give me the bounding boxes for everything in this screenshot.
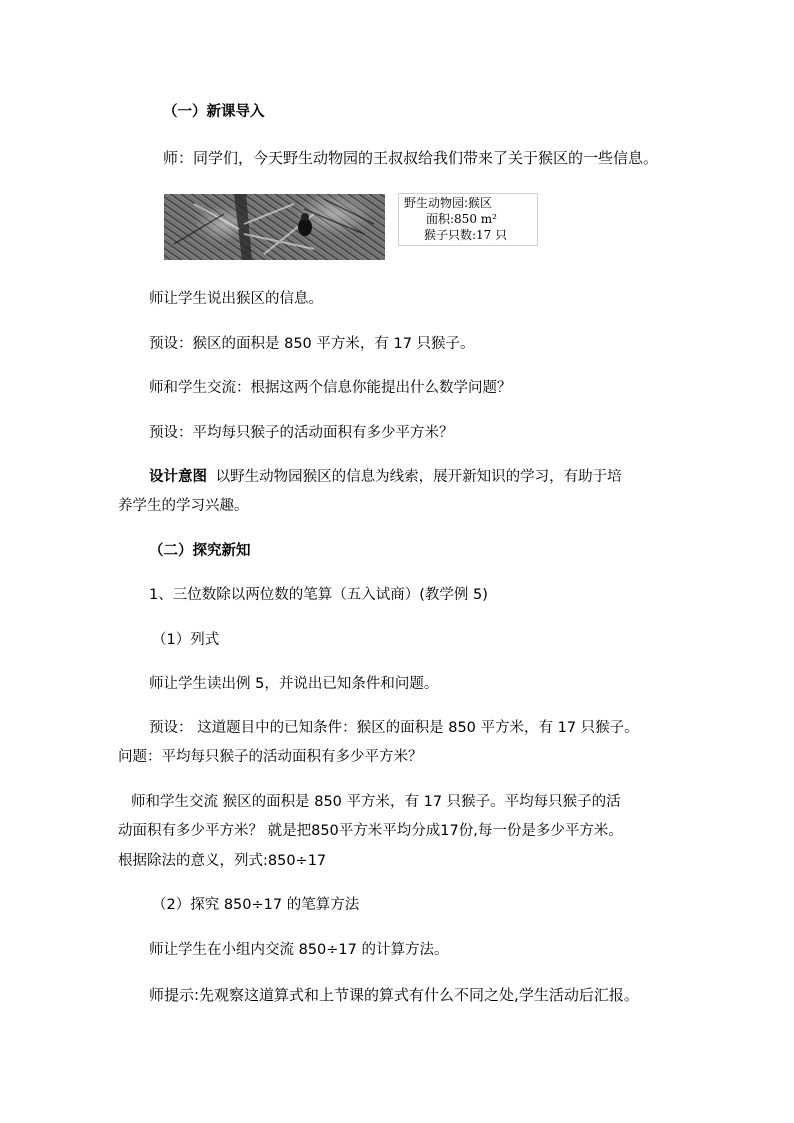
paragraph-6-line-2: 问题：平均每只猴子的活动面积有多少平方米？ — [118, 749, 423, 765]
paragraph-8: 师让学生在小组内交流 850÷17 的计算方法。 — [149, 942, 449, 958]
design-intent-text: 以野生动物园猴区的信息为线索，展开新知识的学习，有助于培 — [215, 469, 622, 485]
infobox-count: 猴子只数:17 只 — [424, 228, 508, 242]
item-1: 1、三位数除以两位数的笔算（五入试商）(教学例 5) — [149, 587, 488, 603]
section2-heading: （二）探究新知 — [149, 543, 251, 559]
paragraph-1: 师让学生说出猴区的信息。 — [149, 291, 323, 307]
monkey-area-info-box — [398, 193, 538, 246]
tree-branches-image — [164, 194, 385, 260]
design-intent-label: 设计意图 — [149, 469, 207, 485]
intro-paragraph: 师：同学们，今天野生动物园的王叔叔给我们带来了关于猴区的一些信息。 — [163, 149, 659, 167]
paragraph-2: 预设：猴区的面积是 850 平方米，有 17 只猴子。 — [149, 336, 475, 352]
sub-heading-2: （2）探究 850÷17 的笔算方法 — [152, 897, 360, 913]
paragraph-4: 预设：平均每只猴子的活动面积有多少平方米？ — [149, 425, 454, 441]
section1-heading: （一）新课导入 — [163, 104, 265, 120]
design-intent — [149, 467, 622, 487]
infobox-title: 野生动物园:猴区 — [404, 196, 493, 210]
infobox-area: 面积:850 m² — [426, 212, 497, 226]
paragraph-7-line-2: 动面积有多少平方米？ 就是把850平方米平均分成17份,每一份是多少平方米。 — [118, 823, 623, 839]
monkey-photo — [164, 194, 385, 260]
paragraph-6-line-1: 预设： 这道题目中的已知条件：猴区的面积是 850 平方米，有 17 只猴子。 — [149, 720, 639, 736]
paragraph-7-line-1: 师和学生交流 猴区的面积是 850 平方米，有 17 只猴子。平均每只猴子的活 — [131, 794, 621, 810]
paragraph-9: 师提示:先观察这道算式和上节课的算式有什么不同之处,学生活动后汇报。 — [149, 986, 639, 1004]
paragraph-3: 师和学生交流：根据这两个信息你能提出什么数学问题？ — [149, 380, 512, 396]
sub-heading-1: （1）列式 — [152, 632, 220, 648]
design-intent-text-2: 养学生的学习兴趣。 — [118, 498, 249, 514]
paragraph-7-line-3: 根据除法的意义，列式:850÷17 — [118, 853, 327, 869]
paragraph-5: 师让学生读出例 5，并说出已知条件和问题。 — [149, 676, 439, 692]
